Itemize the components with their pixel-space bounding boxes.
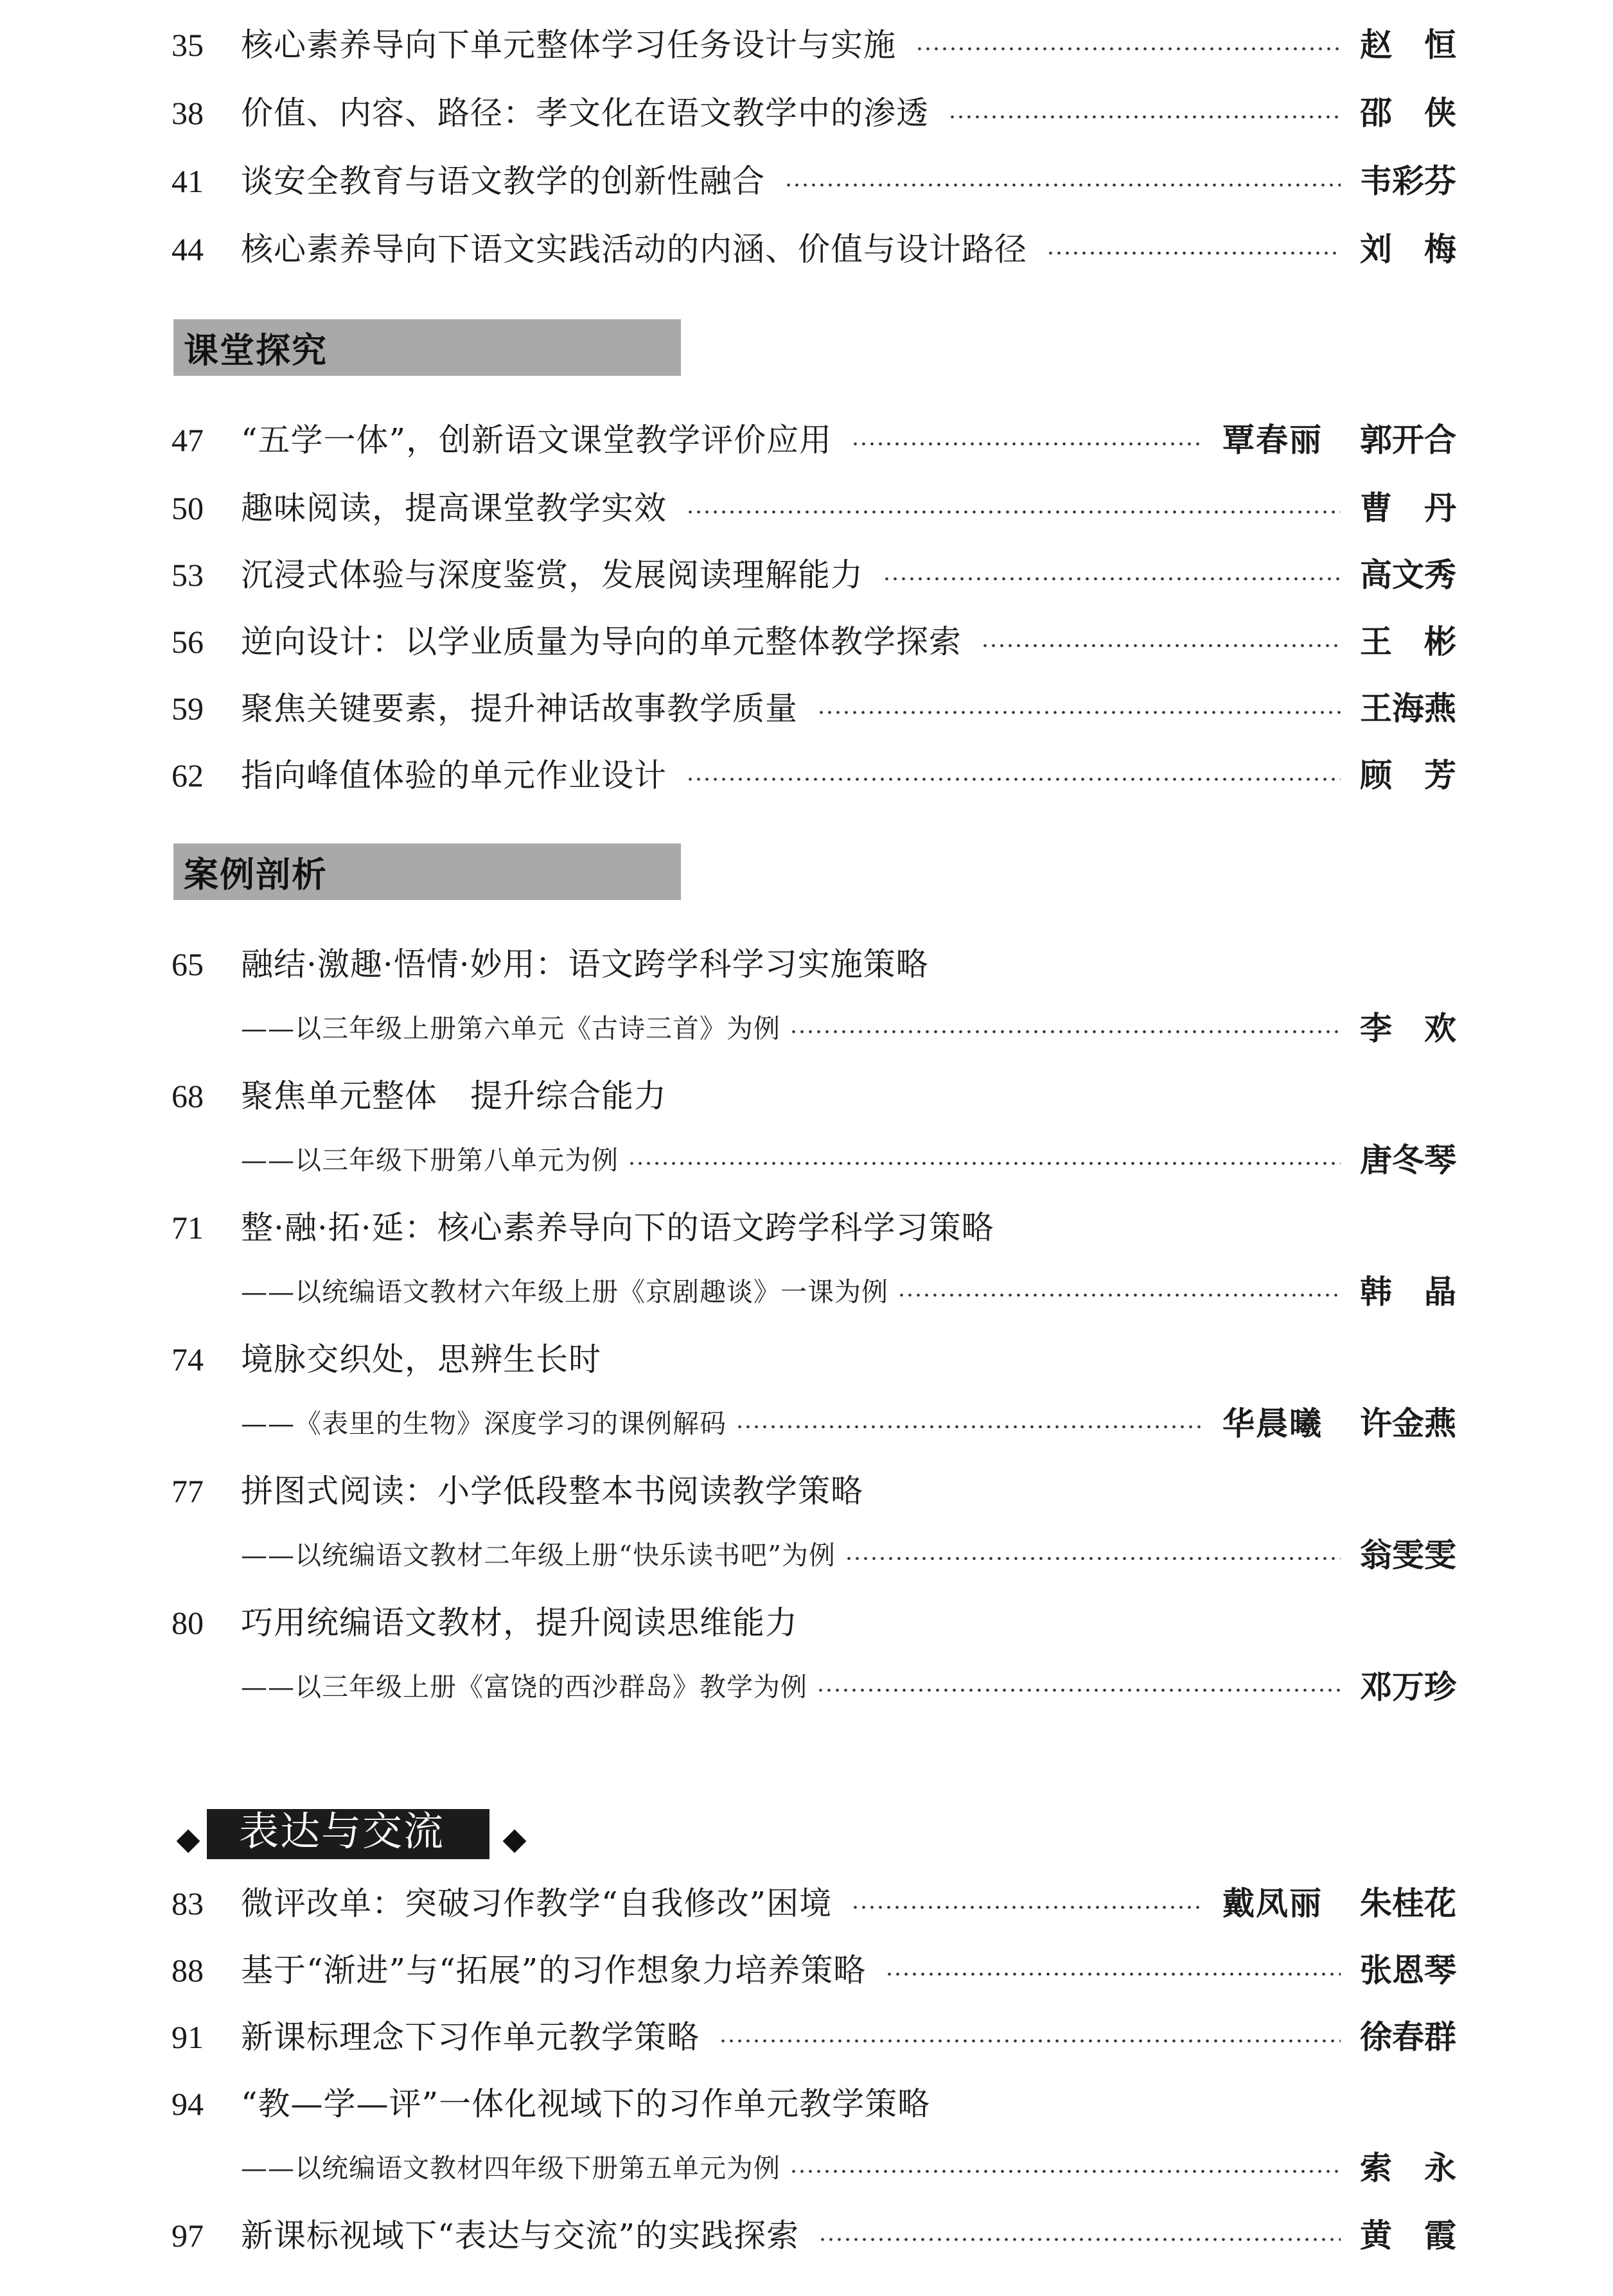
toc-entry[interactable] bbox=[172, 542, 1456, 608]
dot-leader bbox=[784, 182, 1341, 188]
toc-subtitle-line[interactable] bbox=[241, 1524, 1456, 1586]
toc-entry[interactable] bbox=[172, 1194, 1456, 1261]
dot-leader bbox=[915, 46, 1341, 52]
article-author: 韦彩芬 bbox=[1360, 162, 1456, 200]
dot-leader bbox=[686, 509, 1341, 515]
article-author: 王海燕 bbox=[1360, 689, 1456, 727]
article-title: “五学一体”，创新语文课堂教学评价应用 bbox=[241, 421, 833, 459]
toc-entry[interactable] bbox=[172, 407, 1456, 473]
toc-entry[interactable] bbox=[172, 80, 1456, 146]
toc-entry[interactable] bbox=[172, 931, 1456, 998]
toc-entry[interactable] bbox=[172, 2004, 1456, 2071]
page-number: 71 bbox=[172, 1210, 204, 1246]
article-coauthor: 覃春丽 bbox=[1222, 421, 1323, 459]
page-number: 53 bbox=[172, 557, 204, 593]
page-number: 65 bbox=[172, 946, 204, 982]
page-number: 59 bbox=[172, 691, 204, 727]
article-author: 李 欢 bbox=[1360, 1009, 1456, 1047]
section-title: 案例剖析 bbox=[184, 854, 328, 895]
dot-leader bbox=[851, 441, 1203, 447]
article-subtitle: ——以统编语文教材六年级上册《京剧趣谈》一课为例 bbox=[241, 1276, 888, 1307]
page-number: 97 bbox=[172, 2218, 204, 2254]
dot-leader bbox=[883, 576, 1341, 582]
article-author: 高文秀 bbox=[1360, 556, 1456, 594]
article-author: 赵 恒 bbox=[1360, 26, 1456, 64]
toc-entry[interactable] bbox=[172, 475, 1456, 542]
article-title: 谈安全教育与语文教学的创新性融合 bbox=[241, 163, 765, 200]
page-number: 35 bbox=[172, 27, 204, 63]
toc-subtitle-line[interactable] bbox=[241, 1129, 1456, 1191]
dot-leader bbox=[719, 2038, 1341, 2044]
major-section-header bbox=[173, 1804, 533, 1863]
article-title: 微评改单：突破习作教学“自我修改”困境 bbox=[241, 1885, 833, 1922]
toc-entry[interactable] bbox=[172, 1458, 1456, 1524]
article-author: 顾 芳 bbox=[1360, 756, 1456, 794]
article-title: 聚焦单元整体 提升综合能力 bbox=[241, 1077, 667, 1115]
page-number: 83 bbox=[172, 1885, 204, 1921]
page-number: 41 bbox=[172, 163, 204, 199]
page-number: 80 bbox=[172, 1605, 204, 1641]
article-author: 徐春群 bbox=[1360, 2018, 1456, 2056]
article-author: 郭开合 bbox=[1360, 421, 1456, 459]
toc-entry[interactable] bbox=[172, 12, 1456, 78]
article-title: 核心素养导向下语文实践活动的内涵、价值与设计路径 bbox=[241, 231, 1027, 268]
article-title: “教—学—评”一体化视域下的习作单元教学策略 bbox=[241, 2085, 931, 2123]
toc-entry[interactable] bbox=[172, 1870, 1456, 1937]
dot-leader bbox=[789, 2168, 1341, 2175]
diamond-right-icon bbox=[503, 1830, 527, 1853]
page-number: 56 bbox=[172, 624, 204, 660]
article-author: 邓万珍 bbox=[1360, 1668, 1456, 1706]
dot-leader bbox=[817, 709, 1341, 716]
article-author: 索 永 bbox=[1360, 2149, 1456, 2187]
article-title: 巧用统编语文教材，提升阅读思维能力 bbox=[241, 1604, 798, 1641]
article-title: 指向峰值体验的单元作业设计 bbox=[241, 757, 667, 794]
toc-entry[interactable] bbox=[172, 1063, 1456, 1129]
article-subtitle: ——以三年级上册《富饶的西沙群岛》教学为例 bbox=[241, 1671, 807, 1702]
toc-entry[interactable] bbox=[172, 2202, 1456, 2269]
article-author: 刘 梅 bbox=[1360, 230, 1456, 268]
page-number: 50 bbox=[172, 490, 204, 526]
toc-entry[interactable] bbox=[172, 742, 1456, 809]
article-author: 许金燕 bbox=[1360, 1404, 1456, 1442]
page-number: 47 bbox=[172, 422, 204, 458]
dot-leader bbox=[845, 1555, 1341, 1562]
article-author: 唐冬琴 bbox=[1360, 1141, 1456, 1179]
article-subtitle: ——以统编语文教材二年级上册“快乐读书吧”为例 bbox=[241, 1539, 836, 1571]
major-section-title: 表达与交流 bbox=[239, 1807, 445, 1855]
page-number: 38 bbox=[172, 95, 204, 131]
article-title: 逆向设计：以学业质量为导向的单元整体教学探索 bbox=[241, 623, 962, 660]
article-author: 韩 晶 bbox=[1360, 1273, 1456, 1311]
page-number: 74 bbox=[172, 1341, 204, 1377]
article-title: 境脉交织处，思辨生长时 bbox=[241, 1341, 601, 1378]
toc-subtitle-line[interactable] bbox=[241, 1261, 1456, 1323]
dot-leader bbox=[885, 1971, 1341, 1977]
article-author: 翁雯雯 bbox=[1360, 1536, 1456, 1574]
article-author: 张恩琴 bbox=[1360, 1951, 1456, 1989]
dot-leader bbox=[981, 642, 1341, 649]
toc-subtitle-line[interactable] bbox=[241, 1656, 1456, 1718]
dot-leader bbox=[948, 114, 1341, 120]
article-author: 朱桂花 bbox=[1360, 1884, 1456, 1922]
page-number: 77 bbox=[172, 1473, 204, 1509]
dot-leader bbox=[789, 1029, 1341, 1035]
page-number: 62 bbox=[172, 757, 204, 793]
page-number: 91 bbox=[172, 2019, 204, 2055]
article-subtitle: ——以统编语文教材四年级下册第五单元为例 bbox=[241, 2152, 780, 2184]
toc-entry[interactable] bbox=[172, 216, 1456, 283]
dot-leader bbox=[628, 1160, 1341, 1167]
article-title: 融结·激趣·悟情·妙用：语文跨学科学习实施策略 bbox=[241, 946, 929, 983]
toc-subtitle-line[interactable] bbox=[241, 1393, 1456, 1454]
dot-leader bbox=[851, 1904, 1203, 1911]
section-header-classroom-inquiry bbox=[173, 319, 681, 376]
article-title: 沉浸式体验与深度鉴赏，发展阅读理解能力 bbox=[241, 556, 863, 594]
article-subtitle: ——以三年级下册第八单元为例 bbox=[241, 1144, 619, 1176]
page-number: 94 bbox=[172, 2086, 204, 2122]
article-title: 新课标理念下习作单元教学策略 bbox=[241, 2018, 700, 2056]
article-title: 价值、内容、路径：孝文化在语文教学中的渗透 bbox=[241, 94, 929, 132]
article-title: 新课标视域下“表达与交流”的实践探索 bbox=[241, 2217, 800, 2254]
toc-entry[interactable] bbox=[172, 1937, 1456, 2004]
toc-subtitle-line[interactable] bbox=[241, 998, 1456, 1059]
article-coauthor: 华晨曦 bbox=[1222, 1404, 1323, 1442]
major-section-box bbox=[207, 1809, 489, 1859]
page-number: 44 bbox=[172, 231, 204, 267]
section-header-case-analysis bbox=[173, 843, 681, 900]
article-subtitle: ——以三年级上册第六单元《古诗三首》为例 bbox=[241, 1012, 780, 1044]
article-coauthor: 戴凤丽 bbox=[1222, 1884, 1323, 1922]
page-number: 88 bbox=[172, 1952, 204, 1988]
toc-entry[interactable] bbox=[172, 2071, 1456, 2137]
diamond-left-icon bbox=[177, 1830, 200, 1853]
section-title: 课堂探究 bbox=[184, 330, 328, 371]
article-title: 拼图式阅读：小学低段整本书阅读教学策略 bbox=[241, 1472, 863, 1510]
toc-subtitle-line[interactable] bbox=[241, 2137, 1456, 2199]
dot-leader bbox=[897, 1292, 1341, 1298]
article-title: 核心素养导向下单元整体学习任务设计与实施 bbox=[241, 26, 896, 64]
dot-leader bbox=[816, 1687, 1341, 1693]
dot-leader bbox=[818, 2236, 1341, 2243]
dot-leader bbox=[686, 776, 1341, 782]
toc-entry[interactable] bbox=[172, 675, 1456, 742]
article-title: 聚焦关键要素，提升神话故事教学质量 bbox=[241, 690, 798, 727]
article-author: 曹 丹 bbox=[1360, 489, 1456, 527]
toc-entry[interactable] bbox=[172, 608, 1456, 675]
article-author: 邵 侠 bbox=[1360, 94, 1456, 132]
article-subtitle: ——《表里的生物》深度学习的课例解码 bbox=[241, 1408, 727, 1439]
article-title: 基于“渐进”与“拓展”的习作想象力培养策略 bbox=[241, 1952, 867, 1989]
toc-entry[interactable] bbox=[172, 1589, 1456, 1656]
toc-entry[interactable] bbox=[172, 1326, 1456, 1393]
dot-leader bbox=[1046, 250, 1341, 256]
article-author: 王 彬 bbox=[1360, 623, 1456, 660]
toc-entry[interactable] bbox=[172, 148, 1456, 215]
page-number: 68 bbox=[172, 1078, 204, 1114]
dot-leader bbox=[736, 1424, 1203, 1430]
article-title: 整·融·拓·延：核心素养导向下的语文跨学科学习策略 bbox=[241, 1209, 994, 1246]
article-title: 趣味阅读，提高课堂教学实效 bbox=[241, 490, 667, 527]
article-author: 黄 霞 bbox=[1360, 2216, 1456, 2254]
